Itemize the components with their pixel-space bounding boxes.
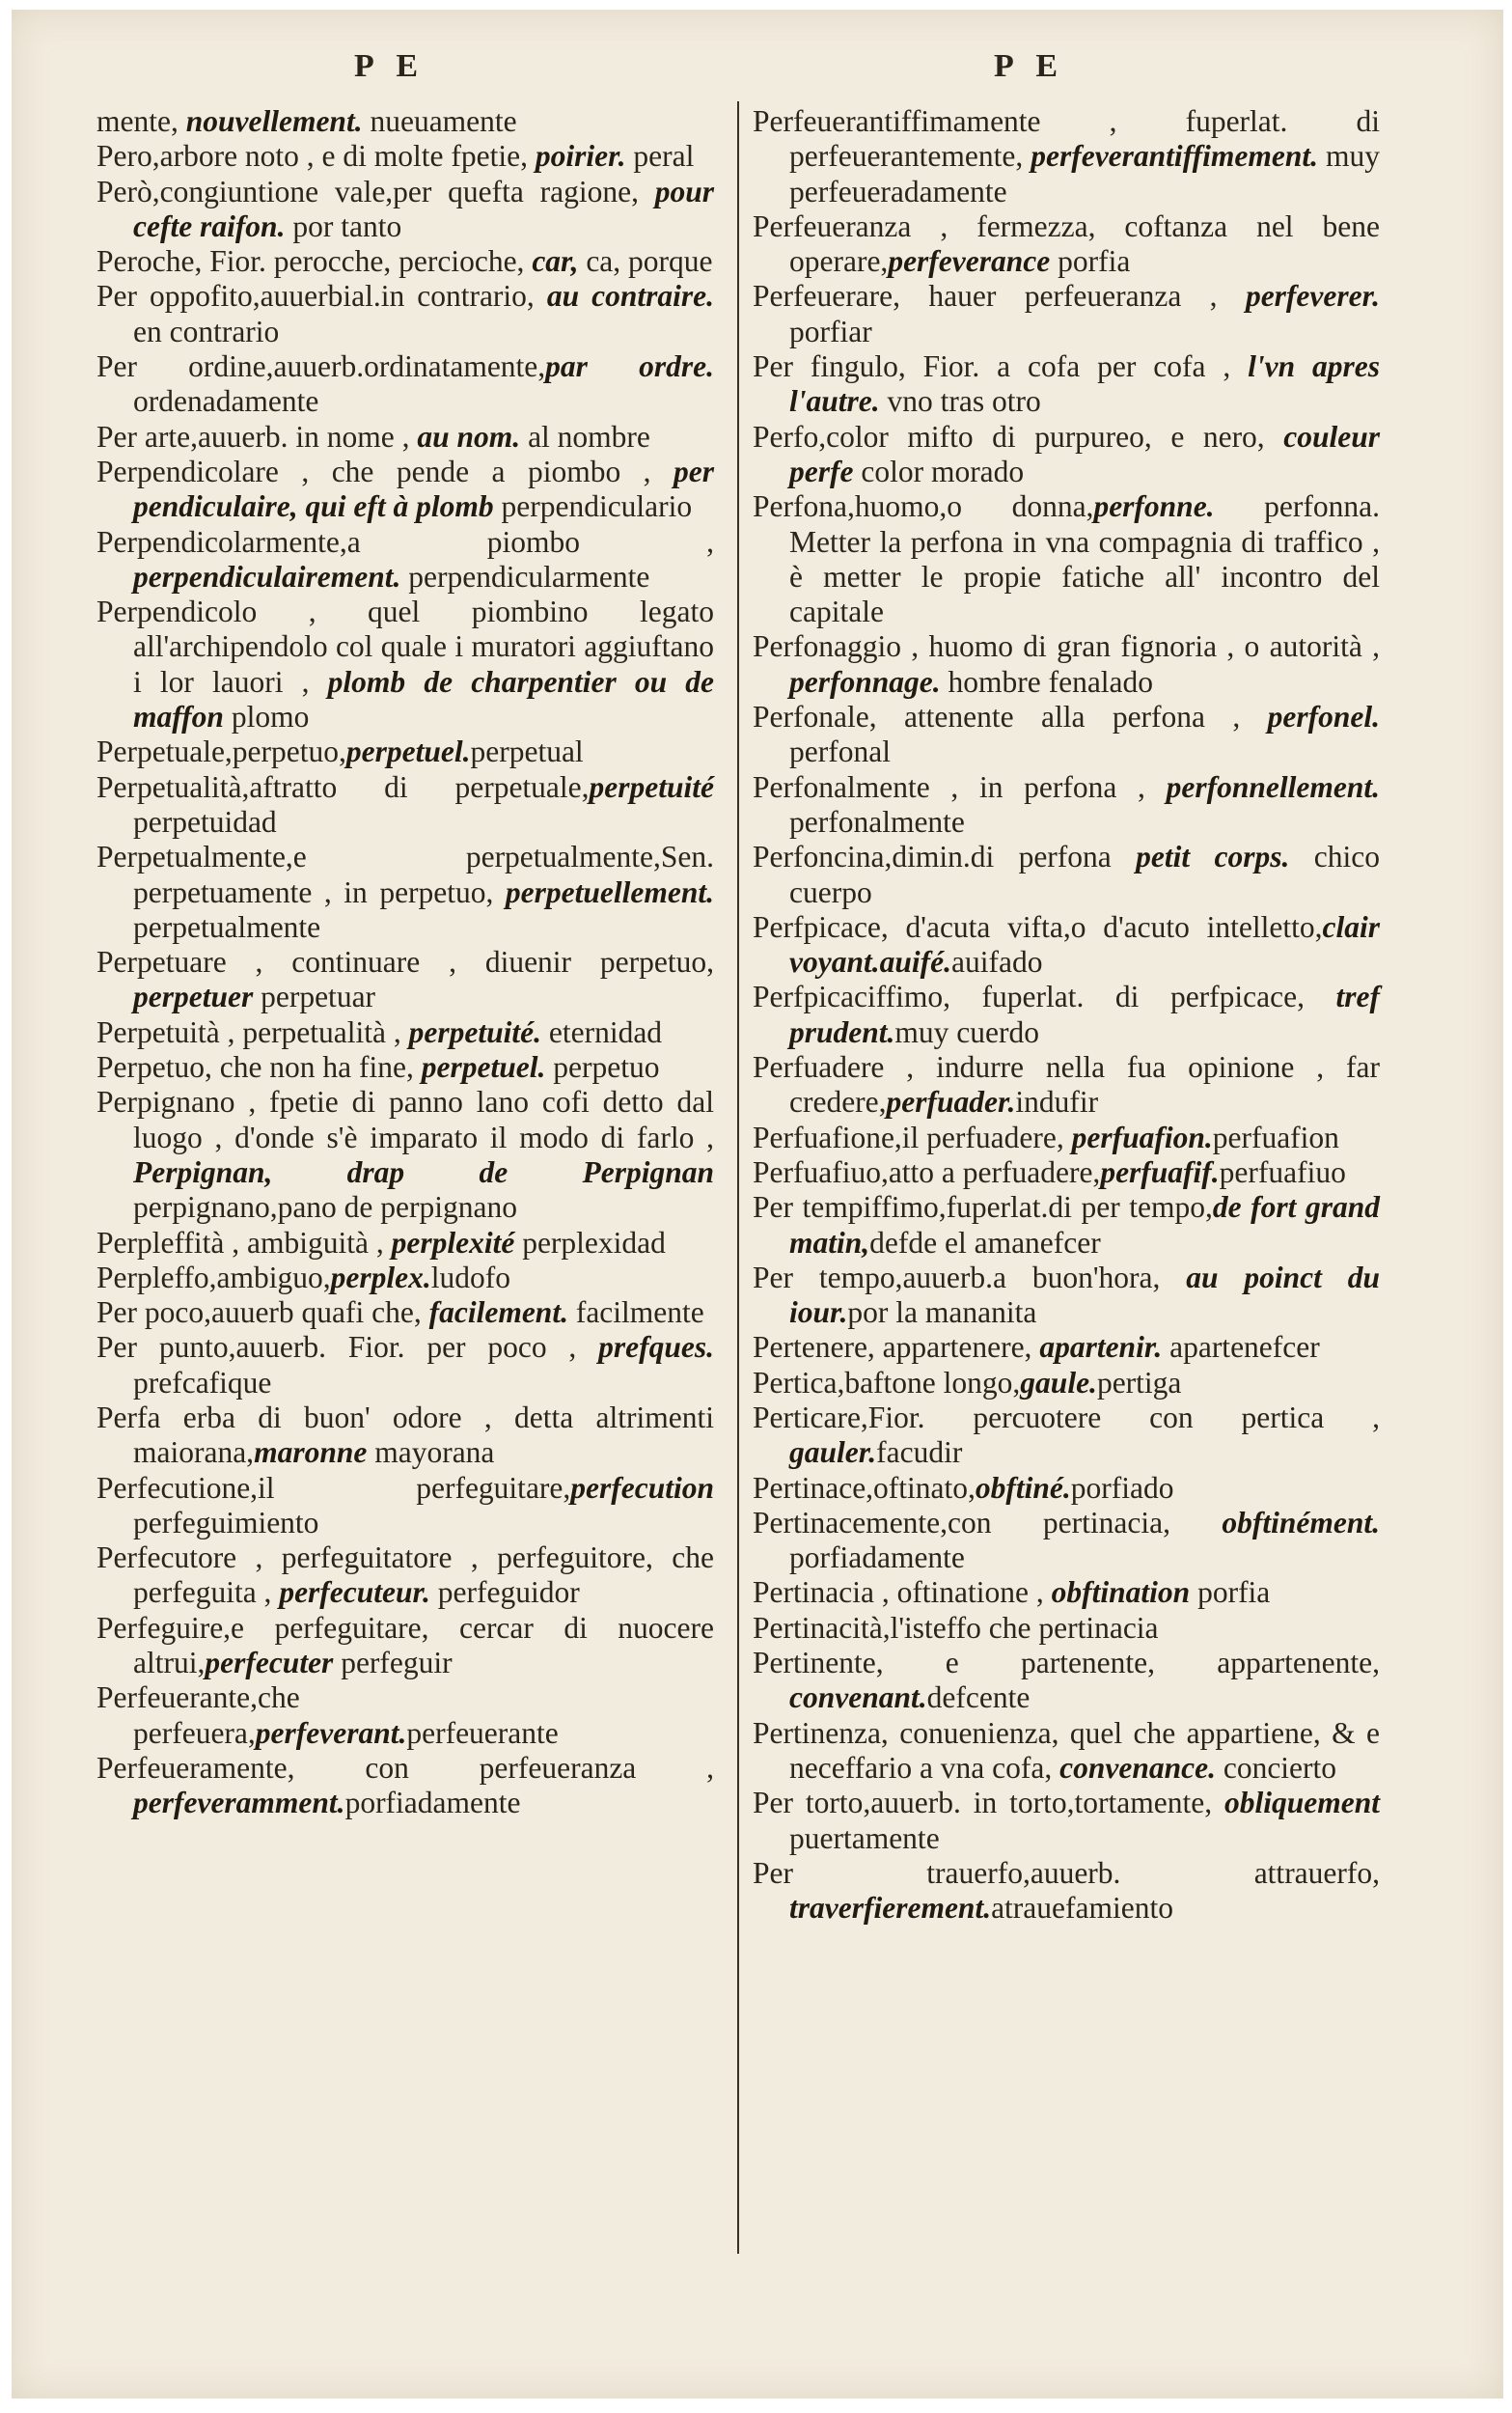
entry-spanish-term: facudir [876,1435,963,1470]
entry-italian-text: Però,congiuntione vale,per quefta ragione, [96,174,655,208]
entry-spanish-term: perplexidad [514,1225,666,1260]
entry-italian-text: Perpignano , fpetie di panno lano cofi detto dal luogo , d'onde s'è imparato il modo di farlo , [96,1085,714,1154]
entry-spanish-term: ludofo [430,1260,510,1294]
entry-spanish-term: muy perfeueradamente [789,139,1380,208]
running-head-right: P E [994,48,1066,84]
entry-spanish-term: puertamente [789,1820,940,1855]
entry-french-term: prefques. [598,1330,714,1365]
dictionary-entry [96,104,714,139]
entry-french-term: couleur perfe [789,419,1380,488]
dictionary-entry [96,420,714,455]
entry-french-term: clair voyant.auifé. [789,909,1380,980]
entry-spanish-term: por la mananita [847,1295,1037,1330]
entry-french-term: perfeveramment. [133,1786,345,1820]
entry-italian-text: Pertinente, e partenente, appartenente, [753,1646,1380,1680]
entry-spanish-term: nueuamente [362,104,517,138]
dictionary-entry [753,209,1380,280]
dictionary-entry [753,1190,1380,1261]
entry-french-term: per pendiculaire, qui eft à plomb [133,454,714,524]
entry-italian-text: Per trauerfo,auuerb. attrauerfo, [753,1855,1380,1890]
entry-spanish-term: defde el amanefcer [869,1225,1101,1260]
entry-italian-text: Perfeuerantiffimamente , fuperlat. di perfeuerantemente, [753,104,1380,174]
entry-french-term: perfeverant. [255,1715,407,1750]
entry-spanish-term: muy cuerdo [894,1014,1039,1049]
entry-italian-text: Perfoncina,dimin.di perfona [753,840,1137,874]
entry-italian-text: Pertinace,oftinato, [753,1470,976,1505]
entry-spanish-term: concierto [1215,1750,1337,1785]
column-divider [737,101,739,2254]
entry-spanish-term: facilmente [567,1295,704,1330]
entry-spanish-term: defcente [926,1680,1031,1715]
dictionary-entry [96,175,714,245]
dictionary-entry [753,1330,1380,1365]
entry-italian-text: Perfo,color mifto di purpureo, e nero, [753,419,1284,454]
entry-italian-text: Pero,arbore noto , e di molte fpetie, [96,139,536,174]
entry-spanish-term: porfia [1190,1575,1271,1610]
entry-italian-text: Perfuafione,il perfuadere, [753,1120,1072,1154]
entry-french-term: pour cefte raifon. [133,174,714,243]
dictionary-entry [753,1786,1380,1856]
entry-italian-text: Pertica,baftone longo, [753,1365,1021,1400]
entry-italian-text: Per punto,auuerb. Fior. per poco , [96,1330,599,1365]
dictionary-entry [753,1155,1380,1190]
entry-french-term: perfuafion. [1071,1120,1213,1154]
entry-spanish-term: porfiadamente [344,1786,521,1820]
dictionary-entry [96,1226,714,1261]
entry-french-term: obftinément. [1222,1505,1380,1539]
entry-spanish-term: perfeguir [333,1646,453,1680]
entry-spanish-term: atrauefamiento [991,1891,1173,1926]
entry-french-term: gauler. [789,1435,877,1470]
entry-italian-text: Per fingulo, Fior. a cofa per cofa , [753,349,1249,384]
dictionary-entry [96,735,714,769]
entry-french-term: poirier. [535,139,626,174]
entry-italian-text: Per poco,auuerb quafi che, [96,1295,429,1330]
entry-french-term: convenant. [789,1680,927,1715]
entry-spanish-term: porfia [1050,244,1131,279]
dictionary-entry [96,1751,714,1821]
entry-spanish-term: hombre fenalado [940,664,1154,699]
dictionary-entry [96,244,714,279]
entry-italian-text: Perpendicolo , quel piombino legato all'archipendolo col quale i muratori aggiuftano i lor lauori , [96,595,714,699]
right-column [753,104,1380,1926]
entry-italian-text: Perpleffo,ambiguo, [96,1260,331,1294]
entry-italian-text: Perfpicaciffimo, fuperlat. di perfpicace, [753,980,1336,1014]
entry-spanish-term: perfeguimiento [133,1505,319,1539]
entry-french-term: facilement. [428,1295,568,1330]
dictionary-entry [96,1330,714,1401]
dictionary-entry [753,700,1380,770]
entry-italian-text: Pertenere, appartenere, [753,1330,1040,1365]
entry-french-term: perfonnage. [789,664,941,699]
dictionary-entry [96,770,714,841]
entry-french-term: gaule. [1020,1365,1097,1400]
entry-spanish-term: perfuafiuo [1219,1154,1346,1189]
dictionary-entry [753,770,1380,841]
entry-french-term: traverfierement. [789,1891,992,1926]
entry-spanish-term: porfiar [789,314,872,348]
entry-spanish-term: porfiadamente [789,1540,965,1575]
dictionary-entry [96,1401,714,1471]
entry-french-term: obftiné. [975,1470,1071,1505]
entry-french-term: perpetuité [589,769,714,804]
dictionary-entry [753,980,1380,1050]
entry-french-term: obliquement [1223,1786,1380,1820]
left-column [96,104,714,1821]
dictionary-entry [753,1506,1380,1576]
entry-spanish-term: perpendicularmente [400,559,650,594]
entry-french-term: perfonel. [1267,700,1380,735]
dictionary-entry [96,1261,714,1295]
entry-italian-text: Per tempiffimo,fuperlat.di per tempo, [753,1190,1213,1225]
entry-french-term: perpetuer [133,980,254,1014]
entry-spanish-term: auifado [950,945,1043,980]
entry-french-term: perfuafif. [1100,1154,1220,1189]
entry-italian-text: Perfa erba di buon' odore , detta altrimenti maiorana, [96,1400,714,1470]
entry-french-term: perpetuellement. [505,874,714,909]
dictionary-page [12,10,1503,2399]
entry-french-term: perfeverance [888,244,1051,279]
entry-spanish-term: por tanto [285,208,402,243]
entry-french-term: au contraire. [546,279,714,314]
running-head-left: P E [354,48,426,84]
entry-spanish-term: indufir [1015,1085,1099,1120]
dictionary-entry [96,1050,714,1085]
entry-french-term: perfeverantiffimement. [1031,139,1318,174]
entry-italian-text: Perfecutione,il perfeguitare, [96,1470,571,1505]
dictionary-entry [96,595,714,735]
entry-spanish-term: pertiga [1096,1365,1182,1400]
entry-french-term: perplex. [330,1260,431,1294]
entry-french-term: perpetuel. [421,1050,546,1085]
entry-spanish-term: color morado [853,454,1025,488]
entry-spanish-term: perfonal [789,735,891,769]
entry-french-term: maronne [254,1435,368,1470]
entry-spanish-term: chico cuerpo [789,840,1380,909]
entry-french-term: convenance. [1059,1750,1216,1785]
entry-french-term: car, [532,244,579,279]
entry-french-term: Perpignan, drap de Perpignan [133,1154,714,1189]
dictionary-entry [753,1646,1380,1716]
entry-spanish-term: perpetuo [545,1050,660,1085]
dictionary-entry [96,1680,714,1751]
entry-italian-text: Perticare,Fior. percuotere con pertica , [753,1400,1380,1434]
dictionary-entry [753,1716,1380,1787]
entry-italian-text: Perfonalmente , in perfona , [753,769,1167,804]
dictionary-entry [753,279,1380,349]
entry-french-term: l'vn apres l'autre. [789,349,1380,419]
dictionary-entry [753,420,1380,490]
entry-french-term: perpetuel. [345,735,471,769]
entry-italian-text: Peroche, Fior. perocche, percioche, [96,244,533,279]
dictionary-entry [753,1261,1380,1331]
entry-italian-text: Perfuadere , indurre nella fua opinione , far credere, [753,1050,1380,1120]
entry-italian-text: Perpetuità , perpetualità , [96,1014,409,1049]
entry-italian-text: Perfuafiuo,atto a perfuadere, [753,1154,1101,1189]
entry-italian-text: Perpendicolarmente,a piombo , [96,524,714,559]
entry-spanish-term: perpignano,pano de perpignano [133,1190,517,1225]
entry-italian-text: Perfecutore , perfeguitatore , perfeguitore, che perfeguita , [96,1540,714,1610]
dictionary-entry [753,1575,1380,1610]
entry-spanish-term: ca, porque [578,244,713,279]
dictionary-entry [753,1471,1380,1506]
dictionary-entry [96,1611,714,1681]
entry-italian-text: Per torto,auuerb. in torto,tortamente, [753,1786,1224,1820]
dictionary-entry [96,525,714,596]
dictionary-entry [96,1540,714,1611]
entry-spanish-term: perpetual [470,735,584,769]
entry-french-term: tref prudent. [789,980,1380,1049]
entry-spanish-term: perfeguidor [429,1575,580,1610]
entry-spanish-term: perfuafion [1212,1120,1339,1154]
dictionary-entry [753,1401,1380,1471]
entry-italian-text: Perpetualità,aftratto di perpetuale, [96,769,590,804]
dictionary-entry [96,1015,714,1050]
dictionary-entry [96,945,714,1015]
entry-french-term: obftination [1051,1575,1191,1610]
entry-italian-text: Pertinacità,l'isteffo che pertinacia [753,1610,1159,1645]
entry-spanish-term: peral [625,139,695,174]
entry-spanish-term: al nombre [520,419,650,454]
entry-french-term: au poinct du iour. [789,1260,1380,1330]
entry-italian-text: Perpetualmente,e perpetualmente,Sen. perpetuamente , in perpetuo, [96,840,714,909]
entry-spanish-term: porfiado [1070,1470,1174,1505]
entry-french-term: plomb de charpentier ou de maffon [133,664,714,735]
dictionary-entry [753,349,1380,420]
entry-french-term: apartenir. [1039,1330,1163,1365]
dictionary-entry [96,455,714,525]
entry-italian-text: Perpendicolare , che pende a piombo , [96,454,674,488]
dictionary-entry [96,349,714,420]
entry-italian-text: Perfeuerare, hauer perfeueranza , [753,279,1246,314]
entry-french-term: perfeverer. [1245,279,1380,314]
dictionary-entry [753,910,1380,981]
entry-italian-text: Perfpicace, d'acuta vifta,o d'acuto intelletto, [753,909,1323,944]
entry-french-term: perpendiculairement. [133,559,401,594]
entry-italian-text: Perfonaggio , huomo di gran fignoria , o autorità , [753,629,1380,664]
entry-italian-text: Perpetuo, che non ha fine, [96,1050,422,1085]
entry-italian-text: Perfeuerante,che perfeuera, [96,1680,300,1750]
entry-spanish-term: perfonalmente [789,804,965,839]
dictionary-entry [753,104,1380,209]
entry-spanish-term: perfeuerante [406,1715,559,1750]
dictionary-entry [753,629,1380,700]
entry-italian-text: Pertinacemente,con pertinacia, [753,1505,1223,1539]
entry-french-term: perfonnellement. [1166,769,1380,804]
entry-italian-text: mente, [96,104,186,138]
dictionary-entry [96,1471,714,1541]
entry-french-term: perfuader. [886,1085,1016,1120]
entry-spanish-term: perpetualmente [133,909,321,944]
dictionary-entry [96,1295,714,1330]
entry-italian-text: Perfona,huomo,o donna, [753,489,1094,524]
entry-italian-text: Per ordine,auuerb.ordinatamente, [96,349,546,384]
entry-french-term: perfonne. [1093,489,1215,524]
entry-italian-text: Pertinacia , oftinatione , [753,1575,1052,1610]
entry-italian-text: Pertinenza, conuenienza, quel che appartiene, & e neceffario a vna cofa, [753,1715,1380,1785]
entry-french-term: nouvellement. [185,104,363,138]
entry-spanish-term: perpetuidad [133,804,277,839]
entry-italian-text: Perfeueranza , fermezza, coftanza nel bene operare, [753,208,1380,279]
entry-italian-text: Per oppofito,auuerbial.in contrario, [96,279,547,314]
entry-french-term: perfecuteur. [279,1575,430,1610]
dictionary-entry [753,1121,1380,1155]
entry-french-term: de fort grand matin, [789,1190,1380,1260]
entry-italian-text: Perpleffità , ambiguità , [96,1225,392,1260]
entry-spanish-term: mayorana [367,1435,495,1470]
dictionary-entry [96,840,714,945]
entry-italian-text: Perfeguire,e perfeguitare, cercar di nuocere altrui, [96,1610,714,1680]
entry-spanish-term: perpetuar [253,980,376,1014]
entry-spanish-term: eternidad [541,1014,663,1049]
dictionary-entry [753,1050,1380,1121]
entry-french-term: perpetuité. [408,1014,541,1049]
entry-italian-text: Perfeueramente, con perfeueranza , [96,1750,714,1785]
dictionary-entry [753,1611,1380,1646]
entry-french-term: par ordre. [545,349,714,384]
dictionary-entry [753,1856,1380,1927]
dictionary-entry [96,279,714,349]
entry-french-term: perfecution [570,1470,714,1505]
entry-italian-text: Per arte,auuerb. in nome , [96,419,418,454]
entry-italian-text: Per tempo,auuerb.a buon'hora, [753,1260,1187,1294]
entry-french-term: petit corps. [1136,840,1290,874]
entry-french-term: perfecuter [205,1646,334,1680]
dictionary-entry [753,489,1380,629]
entry-spanish-term: perfonna. Metter la perfona in vna compagnia di traffico , è metter le propie fatiche all' incontro del capitale [789,489,1380,629]
entry-spanish-term: ordenadamente [133,384,319,419]
entry-spanish-term: vno tras otro [879,384,1041,419]
entry-spanish-term: plomo [223,700,310,735]
entry-italian-text: Perpetuale,perpetuo, [96,735,346,769]
entry-french-term: au nom. [417,419,521,454]
entry-spanish-term: en contrario [133,314,280,348]
dictionary-entry [96,139,714,174]
dictionary-entry [753,840,1380,910]
entry-spanish-term: prefcafique [133,1365,272,1400]
entry-italian-text: Perpetuare , continuare , diuenir perpetuo, [96,945,714,980]
dictionary-entry [753,1366,1380,1401]
dictionary-entry [96,1085,714,1225]
entry-spanish-term: apartenefcer [1162,1330,1320,1365]
entry-spanish-term: perpendiculario [493,489,693,524]
entry-italian-text: Perfonale, attenente alla perfona , [753,700,1268,735]
entry-french-term: perplexité [391,1225,515,1260]
